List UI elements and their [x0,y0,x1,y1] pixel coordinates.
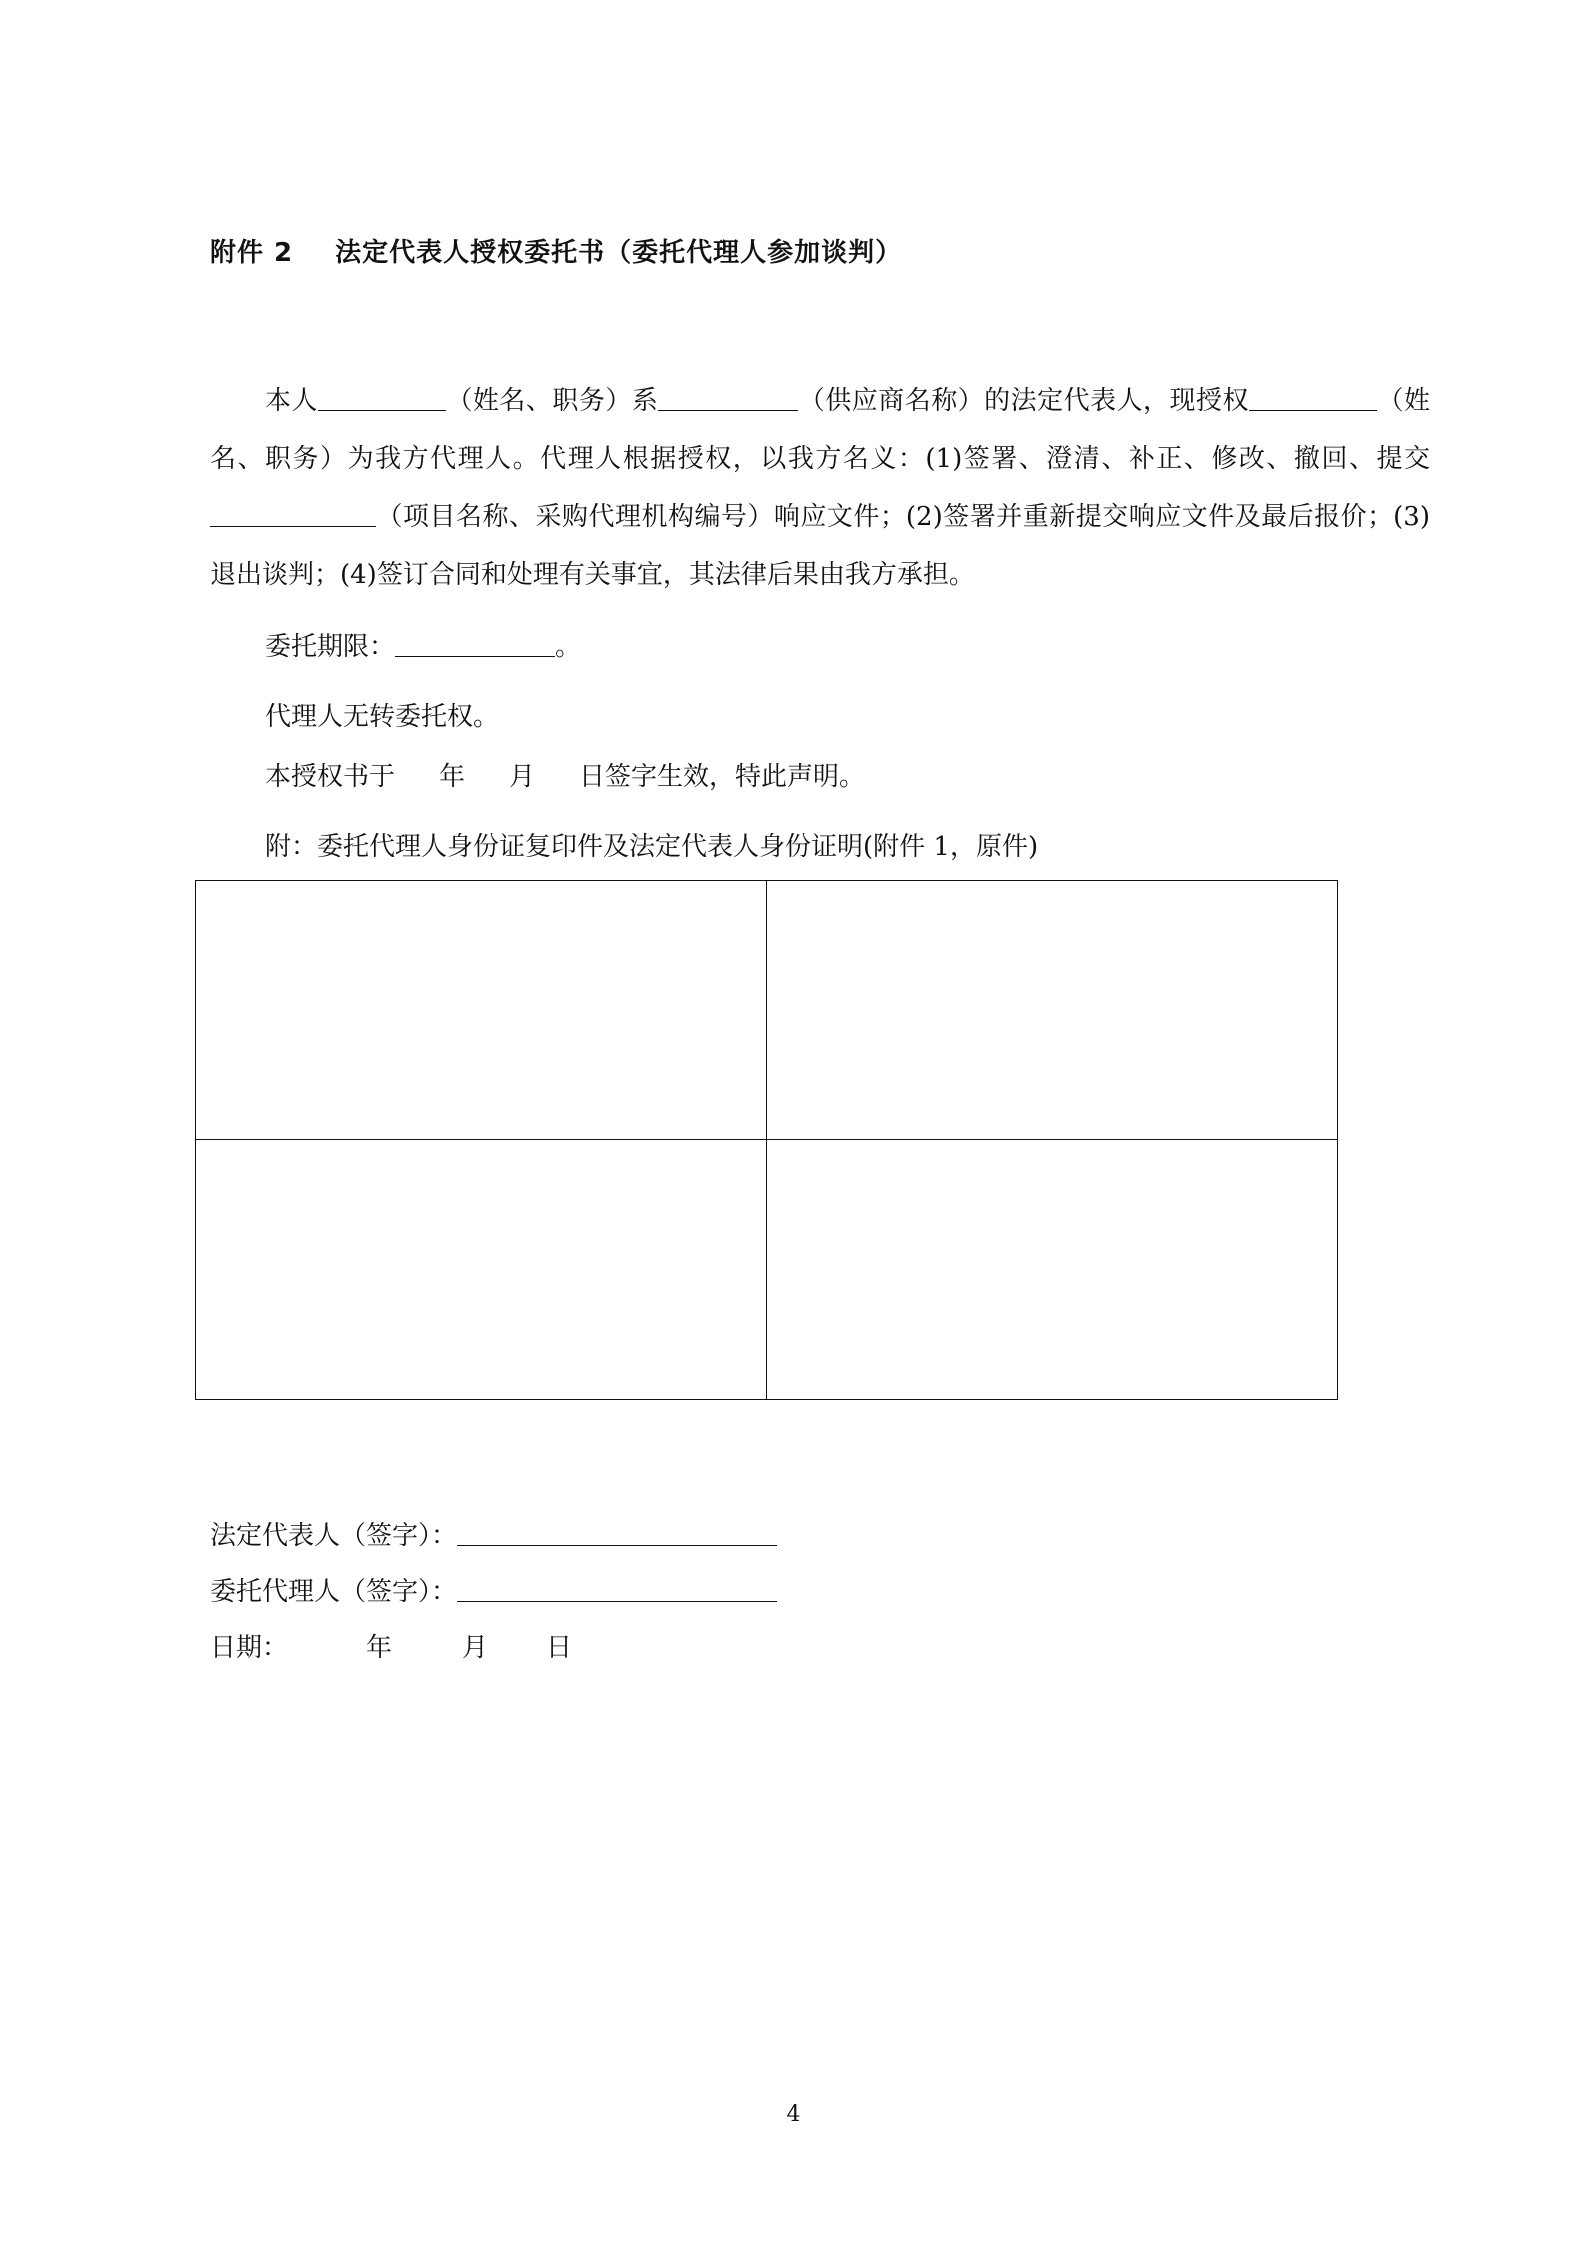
id-copy-box [196,881,767,1140]
attachment-number: 附件 2 [210,238,294,268]
agent-signature-line [210,1571,777,1608]
date-label: 日期： [210,1633,289,1663]
text-segment: （姓名、职务）系 [445,386,659,416]
page-number: 4 [786,2102,801,2127]
attachment-note: 附：委托代理人身份证复印件及法定代表人身份证明(附件 1，原件) [265,832,1039,862]
id-copy-box [767,1140,1338,1399]
date-line [210,1627,572,1664]
name-position-blank [318,384,446,411]
agent-signature-blank [457,1575,777,1602]
id-copy-box [767,881,1338,1140]
text-segment: （项目名称、采购代理机构编号）响应文件；(2)签署并重新提交响应文件及最后报价；(3)退出谈判；(4)签订合同和处理有关事宜，其法律后果由我方承担。 [210,502,1430,590]
text-segment: （姓名、职务）为我方代理人。代理人根据授权，以我方名义：(1)签署、澄清、补正、修改、撤回、提交 [210,386,1430,474]
text-segment: 本人 [265,386,318,416]
legal-rep-signature-blank [457,1519,777,1546]
authorization-paragraph [210,372,1430,604]
effective-day: 日签字生效，特此声明。 [579,762,866,792]
date-day: 日 [546,1633,573,1663]
term-label: 委托期限： [265,632,396,662]
agent-name-blank [1249,384,1377,411]
effective-year: 年 [439,762,466,792]
legal-rep-signature-line [210,1515,777,1552]
no-transfer-line: 代理人无转委托权。 [265,702,500,732]
date-year: 年 [366,1633,393,1663]
effective-month: 月 [509,762,536,792]
supplier-name-blank [658,384,798,411]
legal-rep-label: 法定代表人（签字）： [210,1521,458,1551]
project-name-blank [210,500,376,527]
agent-label: 委托代理人（签字）： [210,1577,458,1607]
term-blank [395,630,555,657]
text-segment: （供应商名称）的法定代表人，现授权 [798,386,1249,416]
effective-text: 本授权书于 [265,762,396,792]
id-copy-grid [195,880,1338,1400]
effective-line [265,756,865,793]
document-title [210,232,902,269]
term-line [265,626,581,663]
term-end: 。 [555,632,582,662]
id-copy-box [196,1140,767,1399]
date-month: 月 [462,1633,489,1663]
title-text: 法定代表人授权委托书（委托代理人参加谈判） [335,238,903,268]
